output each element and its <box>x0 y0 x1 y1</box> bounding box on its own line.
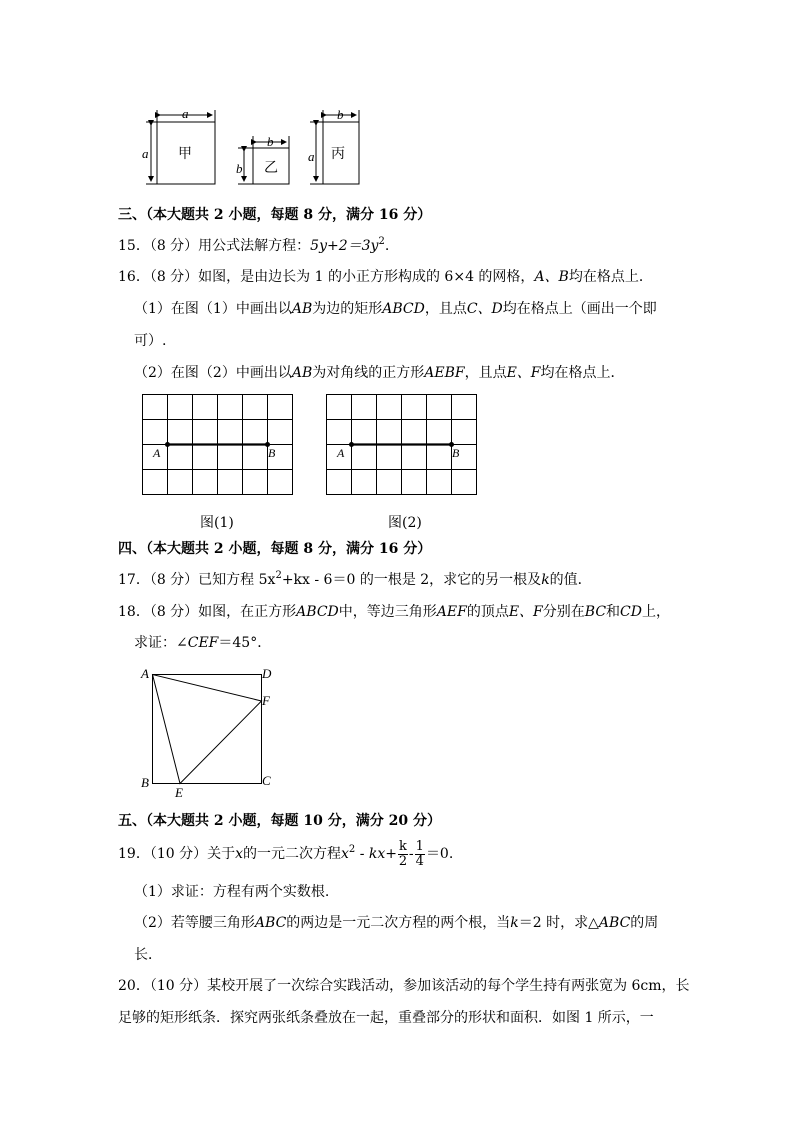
q16-p2-aebf: AEBF <box>424 365 465 381</box>
q16-p2-a: （2）在图（2）中画出以 <box>134 365 292 381</box>
q19-fraction-1-4 <box>415 840 425 869</box>
q19-frac2-den: 4 <box>415 853 424 869</box>
q19-part2 <box>134 914 658 932</box>
q19-fraction-k-2 <box>398 840 408 869</box>
q15-equation: 5y+2＝3y <box>310 238 379 254</box>
question-19 <box>118 838 453 870</box>
label-jia-top: a <box>182 106 189 121</box>
question-15 <box>118 237 389 255</box>
q16-p1-b: 为边的矩形 <box>312 301 383 317</box>
question-16 <box>118 268 653 286</box>
label-a-2: A <box>337 446 345 460</box>
q18-cef: CEF <box>187 635 219 651</box>
q19-p2-d: 的周 <box>630 915 659 931</box>
q16-p1-ab: AB <box>291 301 313 317</box>
q19-eq-b: - kx+ <box>355 846 398 862</box>
vertex-c: C <box>262 773 271 788</box>
grid-caption-2: 图(2) <box>388 515 422 531</box>
q16-p2-c: ，且点 <box>464 365 507 381</box>
q20-line2: 足够的矩形纸条．探究两张纸条叠放在一起，重叠部分的形状和面积．如图 1 所示，一 <box>118 1010 654 1026</box>
q19-prefix: 19．（10 分）关于 <box>118 846 236 862</box>
vertex-d: D <box>262 666 272 681</box>
label-a-1: A <box>153 446 161 460</box>
q18-proof-line <box>134 634 271 652</box>
q16-p2-ab: AB <box>291 365 313 381</box>
section-4-heading: 四、（本大题共 2 小题，每题 8 分，满分 16 分） <box>118 541 432 557</box>
q18-end: 上， <box>641 604 670 620</box>
q16-prefix: 16．（8 分）如图，是由边长为 1 的小正方形构成的 6×4 的网格， <box>118 269 535 285</box>
q16-p2-ef: E、F <box>506 365 541 381</box>
q16-part1-cont: 可）. <box>134 333 167 349</box>
q16-p2-b: 为对角线的正方形 <box>312 365 425 381</box>
q19-frac2-num: 1 <box>415 838 424 854</box>
triangle-aef <box>153 675 262 784</box>
q19-p2-abc: ABC <box>254 915 287 931</box>
q17-end: 的值． <box>549 572 592 588</box>
figure-square-triangle <box>138 664 278 800</box>
label-bing-side: a <box>308 149 315 164</box>
vertex-b: B <box>141 775 149 790</box>
figure-squares <box>130 102 370 194</box>
q17-prefix: 17．（8 分）已知方程 5x <box>118 572 276 588</box>
q16-p1-a: （1）在图（1）中画出以 <box>134 301 292 317</box>
q19-frac1-num: k <box>399 838 407 854</box>
grid-figure-1 <box>142 394 294 496</box>
label-yi-top: b <box>267 134 274 149</box>
label-jia: 甲 <box>178 147 192 162</box>
q19-frac1-den: 2 <box>398 853 408 869</box>
point-a-1 <box>165 442 170 447</box>
q19-part2-cont: 长． <box>134 947 162 963</box>
q18-cd: CD <box>620 604 642 620</box>
q16-p2-d: 均在格点上． <box>540 365 625 381</box>
q16-points: A、B <box>534 269 569 285</box>
q18-mid3: 分别在 <box>542 604 585 620</box>
question-17 <box>118 571 592 589</box>
label-yi: 乙 <box>264 161 278 176</box>
q19-p2-abc2: ABC <box>598 915 631 931</box>
q18-prefix: 18．（8 分）如图，在正方形 <box>118 604 297 620</box>
q19-p2-b: 的两边是一元二次方程的两个根，当 <box>286 915 511 931</box>
q19-x: x <box>235 846 243 862</box>
q16-p1-d: 均在格点上（画出一个即 <box>502 301 657 317</box>
question-18 <box>118 603 670 621</box>
q18-mid1: 中，等边三角形 <box>338 604 437 620</box>
q19-part1: （1）求证：方程有两个实数根. <box>134 884 330 900</box>
q18-proof-b: ＝45°． <box>218 635 272 651</box>
q17-exponent: 2 <box>275 570 282 581</box>
vertex-a: A <box>141 666 149 681</box>
vertex-e: E <box>175 785 183 800</box>
q19-exponent: 2 <box>348 844 356 855</box>
q18-proof-a: 求证：∠ <box>134 635 188 651</box>
q16-part2 <box>134 364 625 382</box>
q18-mid2: 的顶点 <box>466 604 509 620</box>
section-5-heading: 五、（本大题共 2 小题，每题 10 分，满分 20 分） <box>118 813 441 829</box>
section-3-heading: 三、（本大题共 2 小题，每题 8 分，满分 16 分） <box>118 207 432 223</box>
grid-figure-2 <box>326 394 478 496</box>
q18-abcd: ABCD <box>296 604 339 620</box>
q16-p1-cd: C、D <box>466 301 503 317</box>
label-bing: 丙 <box>331 147 345 162</box>
q18-aef: AEF <box>436 604 467 620</box>
vertex-f: F <box>262 693 270 708</box>
label-b-2: B <box>452 446 460 460</box>
q19-p2-a: （2）若等腰三角形 <box>134 915 255 931</box>
q19-minus: - <box>408 846 414 862</box>
q19-p2-k: k <box>510 915 519 931</box>
label-bing-top: b <box>337 107 344 122</box>
label-jia-side: a <box>142 146 149 161</box>
q18-bc: BC <box>584 604 607 620</box>
q16-suffix: 均在格点上． <box>568 269 653 285</box>
label-b-1: B <box>268 446 276 460</box>
q18-ef: E、F <box>508 604 543 620</box>
q15-end: . <box>384 238 390 254</box>
q19-eq-end: ＝0. <box>425 846 454 862</box>
q17-mid: +kx - 6＝0 的一根是 2，求它的另一根及 <box>281 572 542 588</box>
q19-eq-x: x <box>341 846 349 862</box>
q17-k: k <box>541 572 550 588</box>
q19-mid: 的一元二次方程 <box>243 846 341 862</box>
square-abcd <box>153 675 262 784</box>
q15-exponent: 2 <box>378 236 385 247</box>
q16-part1 <box>134 300 657 318</box>
q20-line1: 20．（10 分）某校开展了一次综合实践活动，参加该活动的每个学生持有两张宽为 6cm，长 <box>118 978 690 994</box>
point-a-2 <box>349 442 354 447</box>
q16-p1-c: ，且点 <box>424 301 467 317</box>
label-yi-side: b <box>236 161 243 176</box>
q16-p1-abcd: ABCD <box>382 301 425 317</box>
grid-caption-1: 图(1) <box>200 515 234 531</box>
q18-and: 和 <box>606 604 621 620</box>
q19-p2-c: ＝2 时，求△ <box>518 915 599 931</box>
q15-prefix: 15．（8 分）用公式法解方程： <box>118 238 311 254</box>
